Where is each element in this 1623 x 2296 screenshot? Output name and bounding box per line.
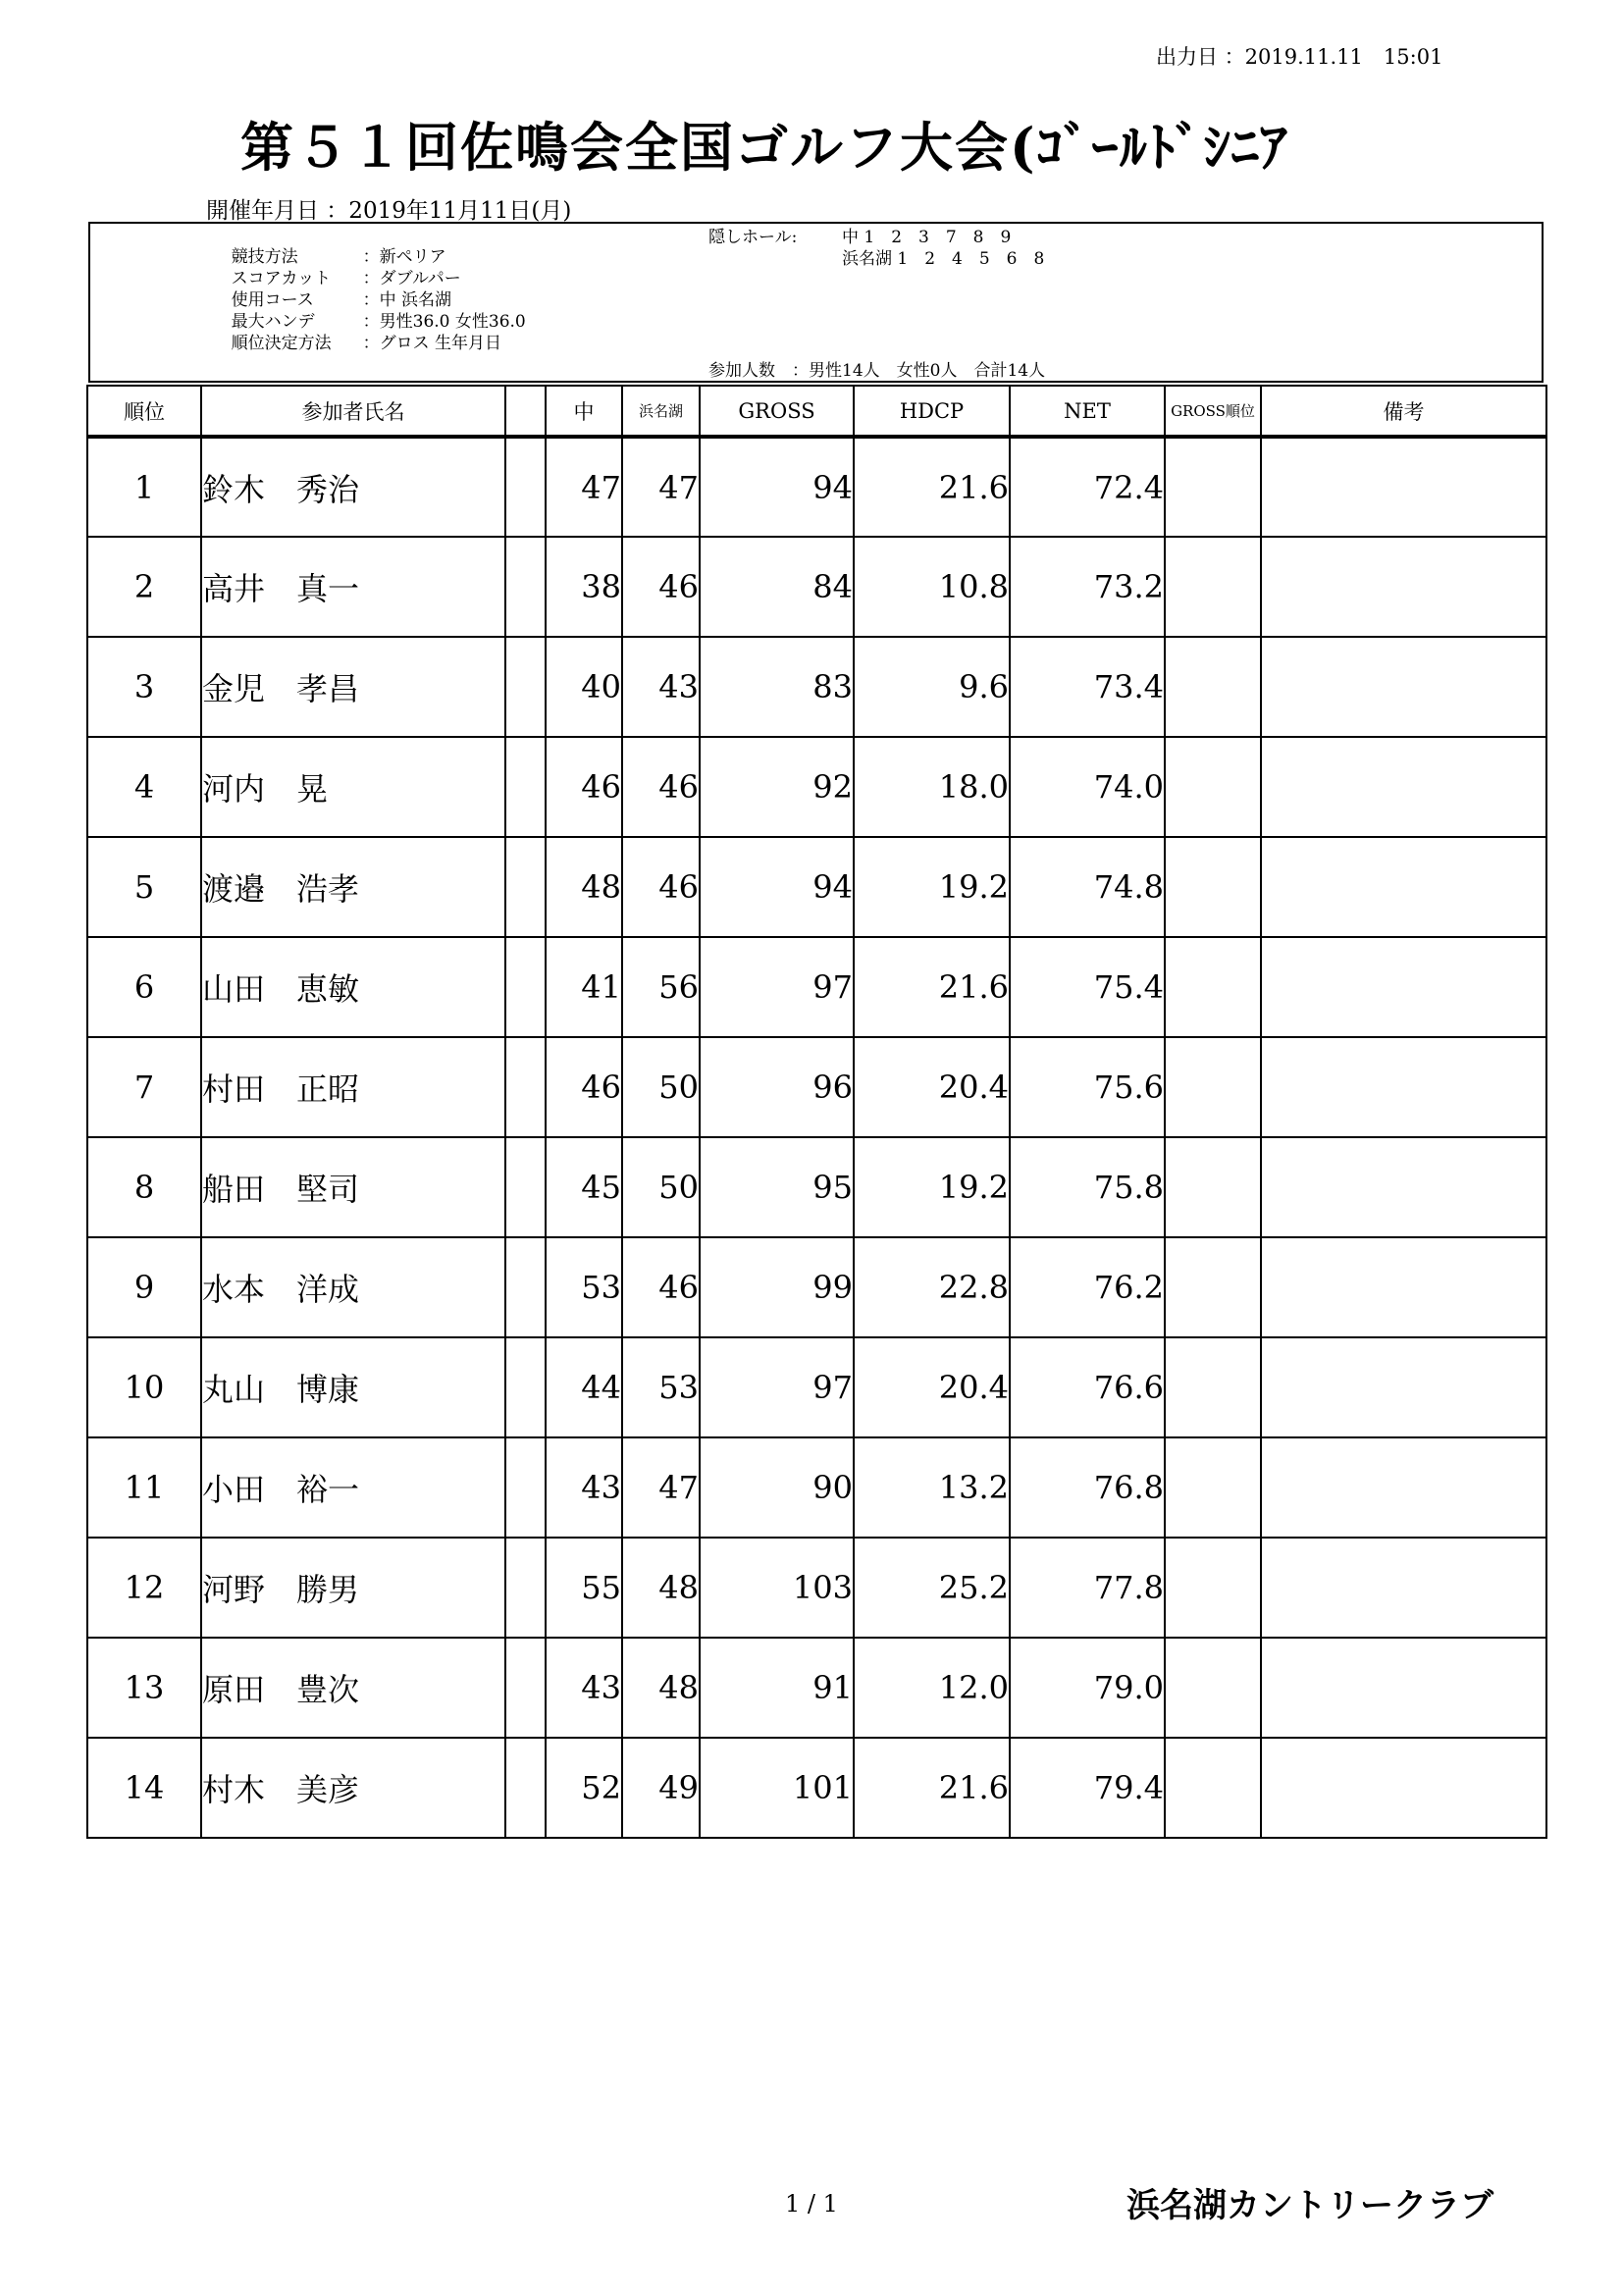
hamanako-cell: 48 xyxy=(622,1638,700,1738)
table-row xyxy=(87,437,1546,537)
table-row xyxy=(87,837,1546,937)
net-cell: 77.8 xyxy=(1010,1538,1165,1638)
header-gross-rank: GROSS順位 xyxy=(1165,386,1261,437)
notes-cell xyxy=(1261,937,1546,1037)
notes-cell xyxy=(1261,1237,1546,1337)
gross-cell: 94 xyxy=(700,437,854,537)
table-row xyxy=(87,737,1546,837)
net-cell: 74.0 xyxy=(1010,737,1165,837)
ranking-method-row xyxy=(210,314,501,373)
hdcp-cell: 19.2 xyxy=(854,1137,1010,1237)
rank-cell: 13 xyxy=(87,1638,201,1738)
blank-cell xyxy=(505,1538,546,1638)
header-rank: 順位 xyxy=(87,386,201,437)
header-net: NET xyxy=(1010,386,1165,437)
gross-cell: 103 xyxy=(700,1538,854,1638)
max-handicap-label: 最大ハンデ xyxy=(231,312,315,332)
rank-cell: 2 xyxy=(87,537,201,637)
gross-cell: 101 xyxy=(700,1738,854,1838)
blank-cell xyxy=(505,737,546,837)
page-number: 1 / 1 xyxy=(785,2190,838,2218)
naka-cell: 46 xyxy=(546,1037,622,1137)
name-cell: 鈴木 秀治 xyxy=(201,437,505,537)
table-row xyxy=(87,1137,1546,1237)
name-cell: 原田 豊次 xyxy=(201,1638,505,1738)
naka-cell: 48 xyxy=(546,837,622,937)
notes-cell xyxy=(1261,1638,1546,1738)
table-row xyxy=(87,1638,1546,1738)
net-cell: 79.4 xyxy=(1010,1738,1165,1838)
gross-rank-cell xyxy=(1165,937,1261,1037)
ranking-method-label: 順位決定方法 xyxy=(231,334,332,353)
table-row xyxy=(87,1738,1546,1838)
gross-rank-cell xyxy=(1165,437,1261,537)
hamanako-cell: 47 xyxy=(622,437,700,537)
hdcp-cell: 21.6 xyxy=(854,937,1010,1037)
blank-cell xyxy=(505,1137,546,1237)
name-cell: 船田 堅司 xyxy=(201,1137,505,1237)
naka-cell: 55 xyxy=(546,1538,622,1638)
name-cell: 渡邉 浩孝 xyxy=(201,837,505,937)
gross-rank-cell xyxy=(1165,1738,1261,1838)
blank-cell xyxy=(505,537,546,637)
blank-cell xyxy=(505,1437,546,1538)
gross-rank-cell xyxy=(1165,637,1261,737)
name-cell: 河内 晃 xyxy=(201,737,505,837)
notes-cell xyxy=(1261,1137,1546,1237)
header-blank xyxy=(505,386,546,437)
table-row xyxy=(87,1237,1546,1337)
name-cell: 小田 裕一 xyxy=(201,1437,505,1538)
net-cell: 75.8 xyxy=(1010,1137,1165,1237)
gross-rank-cell xyxy=(1165,737,1261,837)
hamanako-cell: 50 xyxy=(622,1137,700,1237)
rank-cell: 7 xyxy=(87,1037,201,1137)
hdcp-cell: 21.6 xyxy=(854,1738,1010,1838)
gross-cell: 99 xyxy=(700,1237,854,1337)
hamanako-cell: 46 xyxy=(622,537,700,637)
blank-cell xyxy=(505,837,546,937)
header-gross: GROSS xyxy=(700,386,854,437)
notes-cell xyxy=(1261,837,1546,937)
name-cell: 村田 正昭 xyxy=(201,1037,505,1137)
notes-cell xyxy=(1261,737,1546,837)
hdcp-cell: 20.4 xyxy=(854,1037,1010,1137)
rank-cell: 12 xyxy=(87,1538,201,1638)
blank-cell xyxy=(505,637,546,737)
rank-cell: 6 xyxy=(87,937,201,1037)
net-cell: 79.0 xyxy=(1010,1638,1165,1738)
blank-cell xyxy=(505,437,546,537)
gross-rank-cell xyxy=(1165,1437,1261,1538)
hdcp-cell: 12.0 xyxy=(854,1638,1010,1738)
hamanako-cell: 46 xyxy=(622,737,700,837)
table-row xyxy=(87,937,1546,1037)
score-cut-value: ：ダブルパー xyxy=(362,269,461,288)
competition-method-value: ：新ペリア xyxy=(362,247,446,267)
table-row xyxy=(87,537,1546,637)
naka-cell: 43 xyxy=(546,1638,622,1738)
hdcp-cell: 19.2 xyxy=(854,837,1010,937)
rank-cell: 14 xyxy=(87,1738,201,1838)
max-handicap-value: ：男性36.0 女性36.0 xyxy=(362,312,526,332)
competition-method-label: 競技方法 xyxy=(231,247,298,267)
naka-cell: 47 xyxy=(546,437,622,537)
naka-cell: 46 xyxy=(546,737,622,837)
score-cut-label: スコアカット xyxy=(231,269,332,288)
notes-cell xyxy=(1261,537,1546,637)
hamanako-cell: 46 xyxy=(622,1237,700,1337)
notes-cell xyxy=(1261,1037,1546,1137)
gross-cell: 91 xyxy=(700,1638,854,1738)
hdcp-cell: 25.2 xyxy=(854,1538,1010,1638)
competition-info-box xyxy=(88,222,1544,383)
name-cell: 村木 美彦 xyxy=(201,1738,505,1838)
notes-cell xyxy=(1261,1437,1546,1538)
naka-cell: 41 xyxy=(546,937,622,1037)
notes-cell xyxy=(1261,1538,1546,1638)
hdcp-cell: 9.6 xyxy=(854,637,1010,737)
results-table xyxy=(86,385,1547,1839)
naka-cell: 43 xyxy=(546,1437,622,1538)
hdcp-cell: 21.6 xyxy=(854,437,1010,537)
table-header-row xyxy=(87,386,1546,437)
table-row xyxy=(87,1538,1546,1638)
gross-rank-cell xyxy=(1165,1638,1261,1738)
net-cell: 73.2 xyxy=(1010,537,1165,637)
notes-cell xyxy=(1261,637,1546,737)
hdcp-cell: 18.0 xyxy=(854,737,1010,837)
participants-count: 参加人数 ：男性14人 女性0人 合計14人 xyxy=(708,361,1046,381)
blank-cell xyxy=(505,937,546,1037)
rank-cell: 11 xyxy=(87,1437,201,1538)
blank-cell xyxy=(505,1638,546,1738)
hdcp-cell: 13.2 xyxy=(854,1437,1010,1538)
gross-rank-cell xyxy=(1165,1137,1261,1237)
hdcp-cell: 22.8 xyxy=(854,1237,1010,1337)
hdcp-cell: 20.4 xyxy=(854,1337,1010,1437)
rank-cell: 4 xyxy=(87,737,201,837)
naka-cell: 45 xyxy=(546,1137,622,1237)
name-cell: 山田 恵敏 xyxy=(201,937,505,1037)
club-name: 浜名湖カントリークラブ xyxy=(1126,2186,1493,2225)
ranking-method-value: ：グロス 生年月日 xyxy=(362,334,502,353)
hamanako-cell: 47 xyxy=(622,1437,700,1538)
hamanako-cell: 53 xyxy=(622,1337,700,1437)
header-naka: 中 xyxy=(546,386,622,437)
net-cell: 75.4 xyxy=(1010,937,1165,1037)
table-row xyxy=(87,1437,1546,1538)
hamanako-cell: 46 xyxy=(622,837,700,937)
name-cell: 高井 真一 xyxy=(201,537,505,637)
naka-cell: 44 xyxy=(546,1337,622,1437)
net-cell: 75.6 xyxy=(1010,1037,1165,1137)
gross-rank-cell xyxy=(1165,837,1261,937)
hamanako-cell: 50 xyxy=(622,1037,700,1137)
gross-rank-cell xyxy=(1165,1037,1261,1137)
blank-cell xyxy=(505,1337,546,1437)
hamanako-cell: 56 xyxy=(622,937,700,1037)
gross-cell: 84 xyxy=(700,537,854,637)
naka-cell: 40 xyxy=(546,637,622,737)
name-cell: 水本 洋成 xyxy=(201,1237,505,1337)
hamanako-cell: 48 xyxy=(622,1538,700,1638)
output-date: 出力日 ：2019.11.11 15:01 xyxy=(1156,45,1443,69)
header-hamanako: 浜名湖 xyxy=(622,386,700,437)
rank-cell: 10 xyxy=(87,1337,201,1437)
rank-cell: 8 xyxy=(87,1137,201,1237)
table-row xyxy=(87,1337,1546,1437)
gross-cell: 94 xyxy=(700,837,854,937)
notes-cell xyxy=(1261,1337,1546,1437)
table-row xyxy=(87,637,1546,737)
course-label: 使用コース xyxy=(231,290,314,310)
gross-cell: 95 xyxy=(700,1137,854,1237)
header-hdcp: HDCP xyxy=(854,386,1010,437)
rank-cell: 3 xyxy=(87,637,201,737)
hidden-holes-naka: 中 1 2 3 7 8 9 xyxy=(842,228,1012,247)
name-cell: 丸山 博康 xyxy=(201,1337,505,1437)
gross-cell: 97 xyxy=(700,937,854,1037)
notes-cell xyxy=(1261,1738,1546,1838)
gross-cell: 96 xyxy=(700,1037,854,1137)
blank-cell xyxy=(505,1037,546,1137)
gross-rank-cell xyxy=(1165,1237,1261,1337)
hidden-holes-label: 隠しホール: xyxy=(708,228,798,247)
net-cell: 73.4 xyxy=(1010,637,1165,737)
blank-cell xyxy=(505,1237,546,1337)
hidden-holes-hamanako: 浜名湖 1 2 4 5 6 8 xyxy=(842,249,1045,269)
net-cell: 76.6 xyxy=(1010,1337,1165,1437)
net-cell: 72.4 xyxy=(1010,437,1165,537)
held-date: 開催年月日 ：2019年11月11日(月) xyxy=(206,198,572,224)
hamanako-cell: 49 xyxy=(622,1738,700,1838)
table-row xyxy=(87,1037,1546,1137)
gross-rank-cell xyxy=(1165,1337,1261,1437)
notes-cell xyxy=(1261,437,1546,537)
net-cell: 74.8 xyxy=(1010,837,1165,937)
rank-cell: 5 xyxy=(87,837,201,937)
naka-cell: 53 xyxy=(546,1237,622,1337)
gross-cell: 97 xyxy=(700,1337,854,1437)
name-cell: 河野 勝男 xyxy=(201,1538,505,1638)
hamanako-cell: 43 xyxy=(622,637,700,737)
rank-cell: 9 xyxy=(87,1237,201,1337)
header-name: 参加者氏名 xyxy=(201,386,505,437)
course-value: ：中 浜名湖 xyxy=(362,290,452,310)
gross-rank-cell xyxy=(1165,1538,1261,1638)
gross-cell: 90 xyxy=(700,1437,854,1538)
header-notes: 備考 xyxy=(1261,386,1546,437)
naka-cell: 52 xyxy=(546,1738,622,1838)
rank-cell: 1 xyxy=(87,437,201,537)
gross-cell: 83 xyxy=(700,637,854,737)
page-title: 第５１回佐鳴会全国ゴルフ大会(ｺﾞｰﾙﾄﾞｼﾆｱ xyxy=(240,116,1289,179)
gross-rank-cell xyxy=(1165,537,1261,637)
naka-cell: 38 xyxy=(546,537,622,637)
net-cell: 76.2 xyxy=(1010,1237,1165,1337)
hdcp-cell: 10.8 xyxy=(854,537,1010,637)
name-cell: 金児 孝昌 xyxy=(201,637,505,737)
blank-cell xyxy=(505,1738,546,1838)
net-cell: 76.8 xyxy=(1010,1437,1165,1538)
gross-cell: 92 xyxy=(700,737,854,837)
